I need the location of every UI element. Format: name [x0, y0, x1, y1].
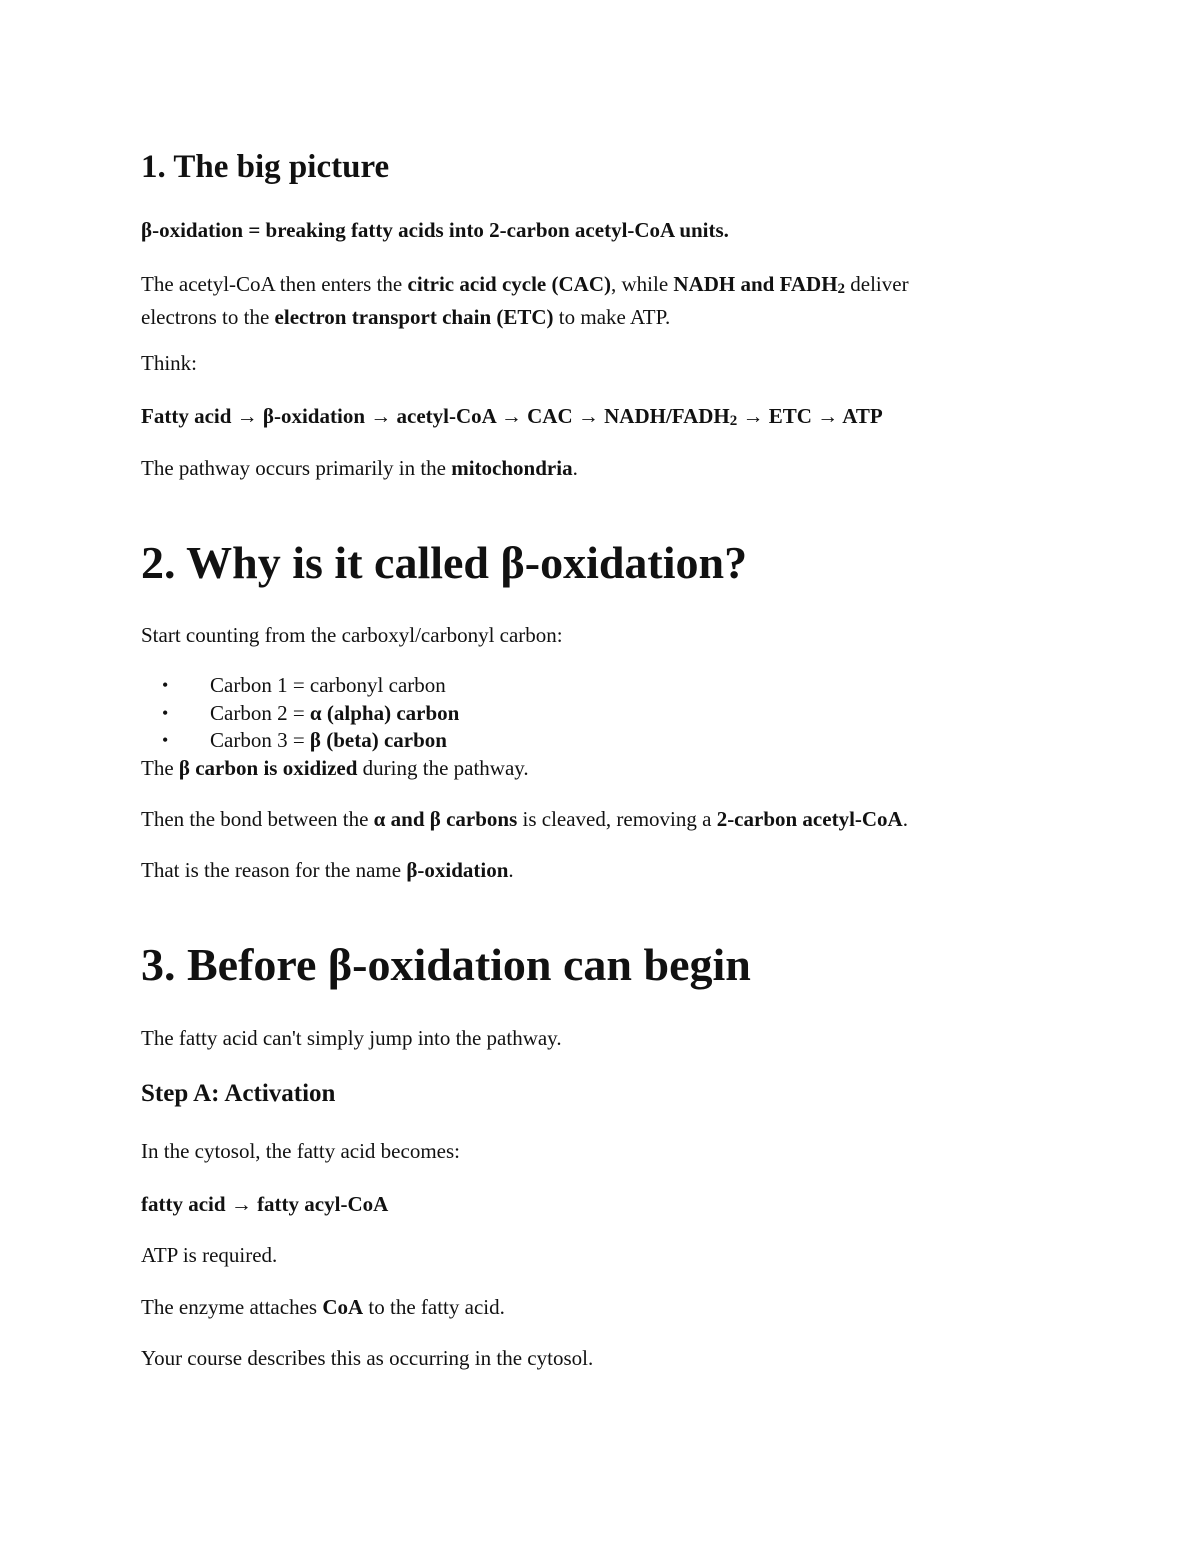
text-run: . [572, 456, 578, 480]
text-run: is cleaved, removing a [517, 807, 717, 831]
definition-text: -oxidation = breaking fatty acids into 2-carbon acetyl-CoA units. [152, 218, 729, 242]
subscript-2: 2 [837, 281, 846, 297]
text-run: . [902, 807, 908, 831]
text-run: to the fatty acid. [363, 1295, 505, 1319]
list-item-text: Carbon 3 = [210, 728, 310, 752]
name-reason-sentence [141, 856, 514, 884]
section-3-heading: 3. Before β-oxidation can begin [141, 939, 751, 990]
text-run: electrons to the [141, 305, 275, 329]
text-run: deliver [845, 272, 909, 296]
think-label: Think: [141, 351, 197, 375]
bullet-icon: • [162, 675, 169, 695]
section-2-heading: 2. Why is it called β-oxidation? [141, 537, 748, 588]
beta-symbol: β [262, 404, 274, 428]
enzyme-sentence [141, 1293, 505, 1321]
counting-intro: Start counting from the carboxyl/carbonyl carbon: [141, 623, 563, 647]
list-item-text: Carbon 1 = carbonyl carbon [210, 673, 446, 697]
text-run: The [141, 756, 179, 780]
beta-symbol: β [141, 218, 153, 242]
location-sentence [141, 454, 578, 482]
text-run: The acetyl-CoA then enters the [141, 272, 408, 296]
chain-part: -oxidation → acetyl-CoA → CAC → NADH/FADH [273, 404, 730, 428]
atp-required: ATP is required. [141, 1243, 278, 1267]
subscript-2: 2 [729, 413, 738, 429]
citric-acid-cycle-term: citric acid cycle (CAC) [407, 272, 611, 296]
step-a-heading: Step A: Activation [141, 1080, 336, 1107]
list-item [141, 672, 459, 700]
list-item [141, 727, 459, 755]
chain-part: Fatty acid → [141, 404, 263, 428]
list-item-text: Carbon 2 = [210, 700, 310, 725]
alpha-beta-carbons-term: α and β carbons [373, 807, 518, 831]
text-run: to make ATP. [553, 305, 671, 329]
list-item-bold: α (alpha) carbon [309, 700, 460, 725]
activation-reaction: fatty acid → fatty acyl-CoA [141, 1192, 389, 1216]
text-run: Then the bond between the [141, 807, 374, 831]
cytosol-sentence: In the cytosol, the fatty acid becomes: [141, 1139, 460, 1163]
acetyl-coa-paragraph [141, 270, 909, 331]
list-item [141, 700, 459, 728]
mitochondria-term: mitochondria [451, 456, 573, 480]
beta-carbon-oxidized-term: β carbon is oxidized [178, 756, 358, 780]
bullet-icon: • [162, 730, 169, 750]
text-run: The pathway occurs primarily in the [141, 456, 452, 480]
acetyl-coa-term: 2-carbon acetyl-CoA [716, 807, 903, 831]
section-1-heading: 1. The big picture [141, 149, 390, 185]
beta-oxidation-definition [141, 216, 729, 244]
list-item-bold: β (beta) carbon [309, 728, 447, 752]
course-note: Your course describes this as occurring in the cytosol. [141, 1346, 594, 1370]
text-run: . [508, 858, 514, 882]
text-run: , while [611, 272, 674, 296]
etc-term: electron transport chain (ETC) [274, 305, 554, 329]
chain-part: → ETC → ATP [737, 404, 883, 428]
text-run: The enzyme attaches [141, 1295, 323, 1319]
bullet-icon: • [162, 702, 169, 723]
oxidized-sentence [141, 754, 529, 782]
section-3-intro: The fatty acid can't simply jump into the pathway. [141, 1026, 562, 1050]
pathway-chain [141, 402, 883, 435]
coa-term: CoA [322, 1295, 364, 1319]
cleavage-sentence [141, 805, 908, 833]
beta-oxidation-term: β-oxidation [406, 858, 509, 882]
text-run: during the pathway. [357, 756, 529, 780]
carbon-list [141, 672, 459, 755]
text-run: That is the reason for the name [141, 858, 407, 882]
nadh-fadh-term: NADH and FADH [673, 272, 838, 296]
